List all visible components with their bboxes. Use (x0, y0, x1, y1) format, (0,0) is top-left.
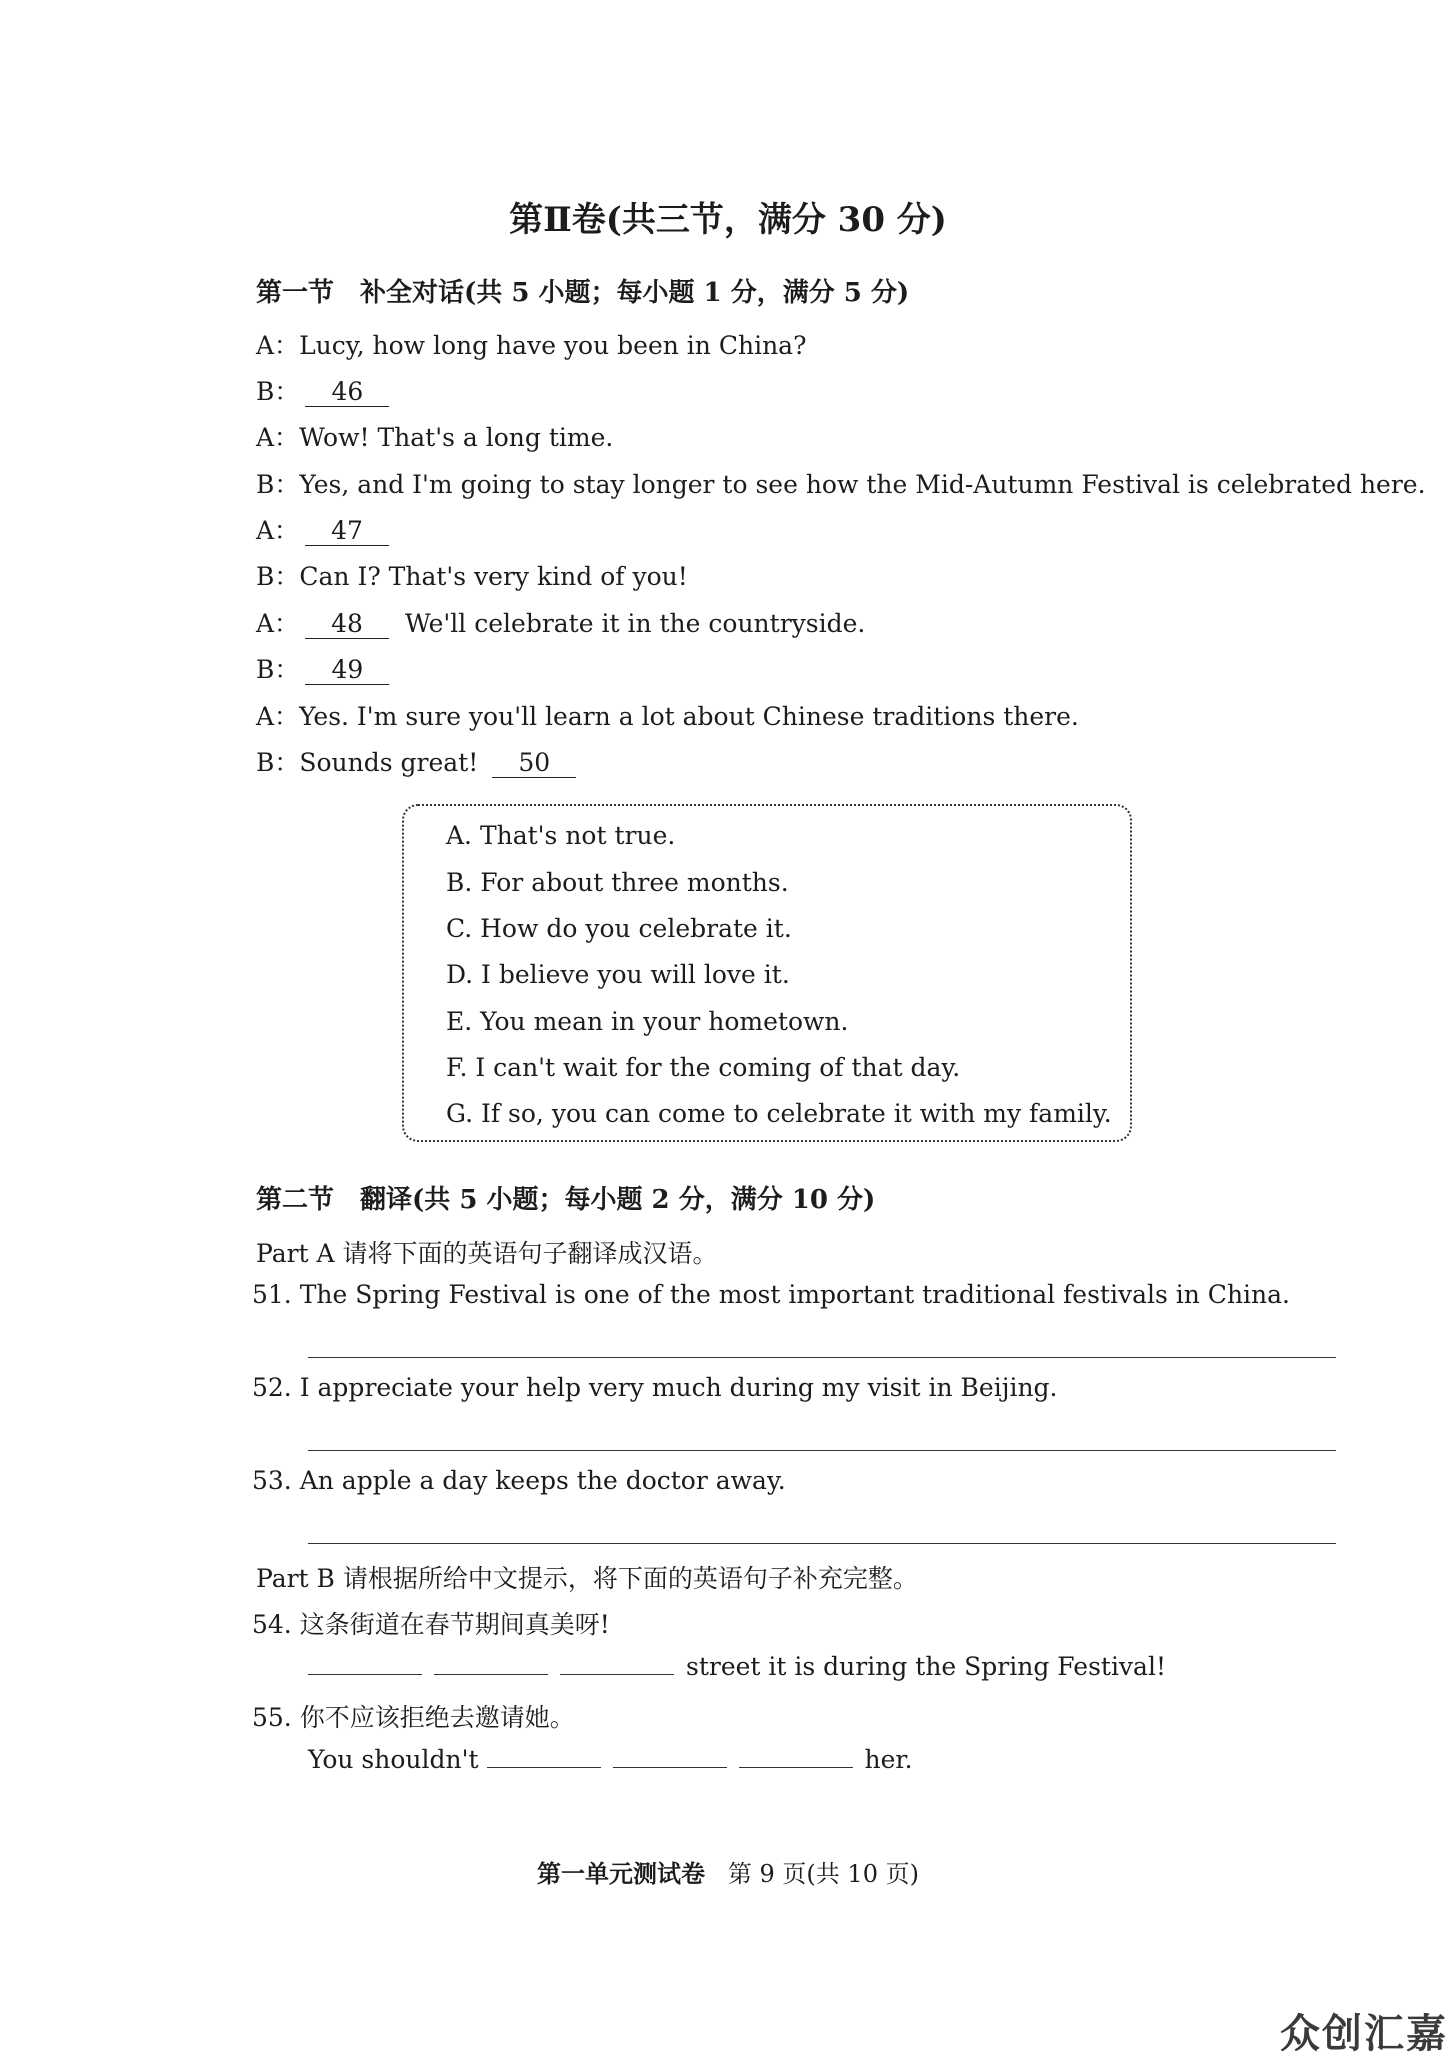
dialogue-line: B：Can I? That's very kind of you! (256, 562, 688, 591)
footer-page: 第 9 页(共 10 页) (727, 1860, 919, 1888)
blank-55-1[interactable] (487, 1745, 601, 1768)
question-51: 51. The Spring Festival is one of the most important traditional festivals in China. (252, 1280, 1290, 1309)
question-54-fill: street it is during the Spring Festival! (308, 1652, 1166, 1681)
blank-50: 50 (492, 749, 576, 778)
dialogue-line: B：Sounds great! 50 (256, 743, 576, 779)
footer-label: 第一单元测试卷 (537, 1859, 706, 1888)
question-55: 55. 你不应该拒绝去邀请她。 (252, 1703, 575, 1732)
option-c: C. How do you celebrate it. (446, 914, 792, 943)
section2-heading: 第二节 翻译(共 5 小题；每小题 2 分，满分 10 分) (256, 1185, 876, 1215)
answer-line-52[interactable] (308, 1450, 1336, 1451)
blank-55-3[interactable] (739, 1745, 853, 1768)
option-d: D. I believe you will love it. (446, 960, 790, 989)
dialogue-line: A： 47 (256, 511, 389, 547)
option-b: B. For about three months. (446, 868, 789, 897)
question-52: 52. I appreciate your help very much during my visit in Beijing. (252, 1373, 1058, 1402)
blank-55-2[interactable] (613, 1745, 727, 1768)
option-e: E. You mean in your hometown. (446, 1007, 849, 1036)
dialogue-line: B： 49 (256, 650, 389, 686)
part-b-instruction: Part B 请根据所给中文提示，将下面的英语句子补充完整。 (256, 1564, 918, 1593)
question-54: 54. 这条街道在春节期间真美呀! (252, 1610, 610, 1639)
blank-49: 49 (305, 656, 389, 685)
dialogue-line: A： 48 We'll celebrate it in the countryside. (256, 609, 866, 638)
blank-46: 46 (305, 378, 389, 407)
option-f: F. I can't wait for the coming of that day. (446, 1053, 961, 1082)
dialogue-line: B： 46 (256, 372, 389, 408)
watermark: 众创汇嘉 (1280, 2011, 1448, 2057)
blank-54-1[interactable] (308, 1652, 422, 1675)
question-55-fill: You shouldn't her. (308, 1745, 913, 1774)
question-53: 53. An apple a day keeps the doctor away. (252, 1466, 786, 1495)
dialogue-line: A：Wow! That's a long time. (256, 423, 614, 452)
blank-47: 47 (305, 517, 389, 546)
blank-54-3[interactable] (560, 1652, 674, 1675)
dialogue-line: B：Yes, and I'm going to stay longer to see how the Mid-Autumn Festival is celebrated here. (256, 470, 1426, 499)
option-g: G. If so, you can come to celebrate it with my family. (446, 1099, 1112, 1128)
blank-54-2[interactable] (434, 1652, 548, 1675)
blank-48: 48 (305, 610, 389, 639)
answer-line-51[interactable] (308, 1357, 1336, 1358)
page-footer (0, 1854, 1456, 1889)
dialogue-line: A：Yes. I'm sure you'll learn a lot about Chinese traditions there. (256, 702, 1079, 731)
dialogue-line: A：Lucy, how long have you been in China? (256, 331, 807, 360)
page-title: 第Ⅱ卷(共三节，满分 30 分) (509, 200, 947, 240)
option-a: A. That's not true. (446, 821, 676, 850)
part-a-instruction: Part A 请将下面的英语句子翻译成汉语。 (256, 1239, 718, 1268)
answer-line-53[interactable] (308, 1543, 1336, 1544)
section1-heading: 第一节 补全对话(共 5 小题；每小题 1 分，满分 5 分) (256, 278, 910, 308)
